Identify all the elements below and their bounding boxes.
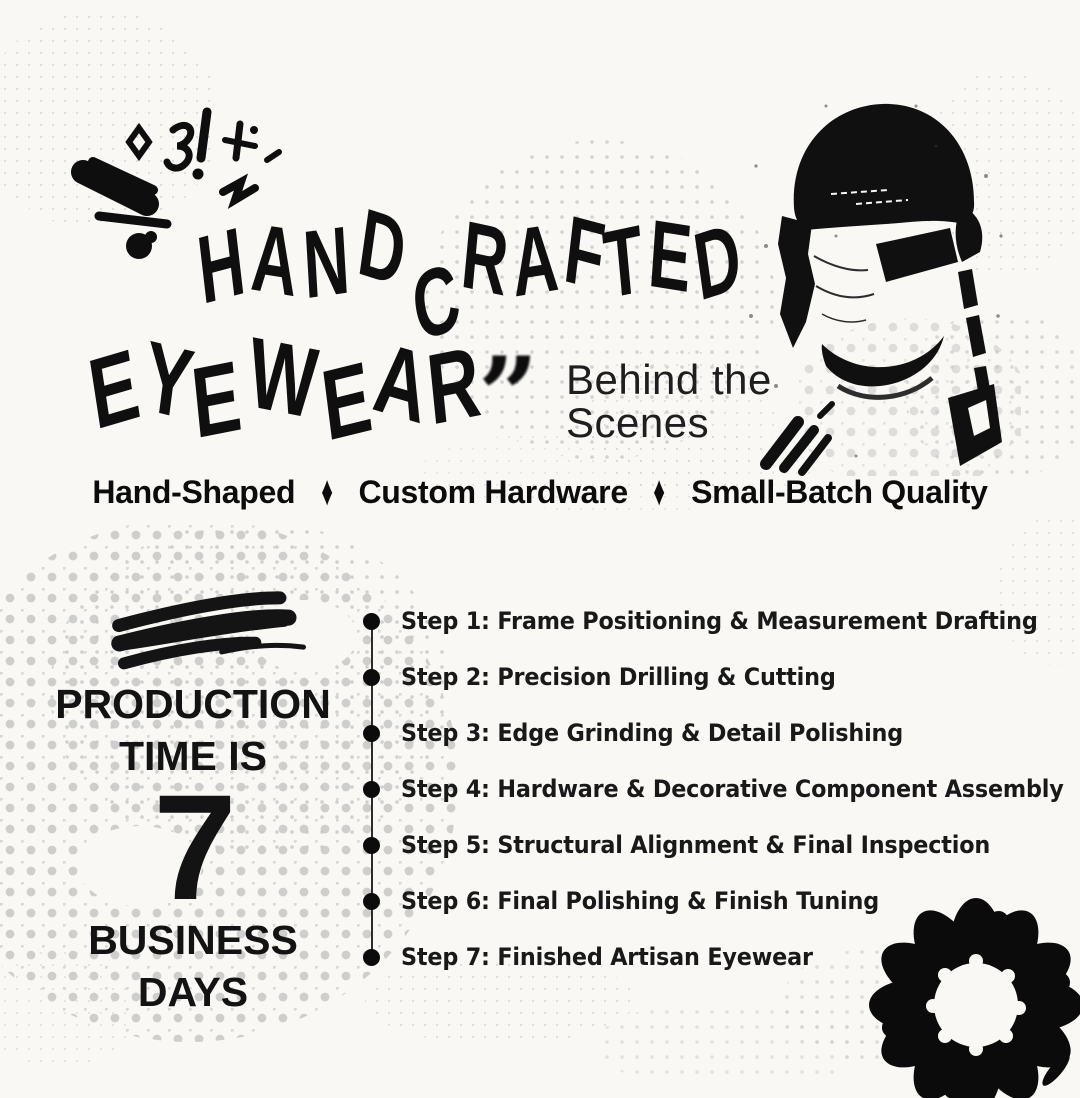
production-line4: DAYS: [137, 969, 249, 1015]
production-line2: TIME IS: [118, 733, 268, 779]
step-label: Step 7: Finished Artisan Eyewear: [401, 943, 813, 971]
step-bullet-icon: [363, 669, 380, 686]
step-bullet-icon: [363, 893, 380, 910]
step-bullet-icon: [363, 837, 380, 854]
step-label: Step 2: Precision Drilling & Cutting: [401, 663, 836, 691]
step-item-7: [360, 929, 1050, 985]
step-label: Step 1: Frame Positioning & Measurement Drafting: [401, 607, 1038, 635]
production-time-block: [28, 678, 358, 1018]
tagline-bar: [0, 467, 1080, 515]
tagline-item-hand-shaped: Hand-Shaped: [92, 474, 296, 510]
title-letter: D: [687, 205, 736, 322]
step-label: Step 3: Edge Grinding & Detail Polishing: [401, 719, 904, 747]
step-label: Step 4: Hardware & Decorative Component Assembly: [401, 775, 1064, 803]
step-label: Step 6: Final Polishing & Finish Tuning: [401, 887, 880, 915]
title-letter: E: [645, 199, 684, 312]
title-letter: C: [405, 246, 457, 363]
production-days-number: 7: [153, 763, 233, 931]
subtitle-line1: Behind the: [566, 356, 772, 403]
step-bullet-icon: [363, 781, 380, 798]
title-letter: R: [422, 327, 475, 447]
step-label: Step 5: Structural Alignment & Final Inspection: [401, 831, 991, 859]
step-item-4: [360, 761, 1064, 817]
title-eyewear: [82, 316, 478, 463]
title-letter: N: [300, 207, 341, 320]
title-letter: A: [248, 203, 291, 316]
step-item-2: [360, 649, 1050, 705]
title-letter: F: [559, 195, 600, 309]
quote-icon-text: ”: [478, 348, 539, 448]
subtitle-behind-the-scenes: [566, 358, 772, 444]
title-letter: H: [192, 210, 239, 325]
diamond-separator-icon: ♦: [321, 467, 333, 515]
title-letter: A: [367, 320, 424, 442]
title-letter: Y: [137, 319, 188, 439]
production-line3: BUSINESS: [88, 917, 298, 963]
subtitle-line2: Scenes: [566, 399, 710, 446]
diamond-separator-icon: ♦: [653, 467, 666, 515]
step-item-5: [360, 817, 1050, 873]
tagline-item-custom-hardware: Custom Hardware: [358, 474, 628, 510]
title-letter: E: [187, 341, 235, 460]
tagline-item-small-batch: Small-Batch Quality: [691, 474, 988, 510]
title-letter: T: [599, 207, 637, 320]
portrait-photo: [736, 86, 1021, 476]
step-item-6: [360, 873, 1050, 929]
title-letter: A: [508, 205, 551, 318]
quote-icon: [478, 348, 570, 448]
step-bullet-icon: [363, 613, 380, 630]
title-letter: W: [243, 316, 311, 439]
title-letter: E: [315, 343, 366, 463]
production-line1: PRODUCTION: [55, 681, 331, 727]
step-item-3: [360, 705, 1050, 761]
steps-timeline: [360, 593, 1064, 985]
step-bullet-icon: [363, 725, 380, 742]
title-handcrafted: [190, 188, 739, 363]
title-letter: R: [457, 201, 502, 315]
title-letter: E: [82, 331, 135, 452]
step-bullet-icon: [363, 949, 380, 966]
step-item-1: [360, 593, 1050, 649]
title-letter: D: [352, 188, 402, 304]
marker-scribble-icon: [101, 582, 339, 685]
